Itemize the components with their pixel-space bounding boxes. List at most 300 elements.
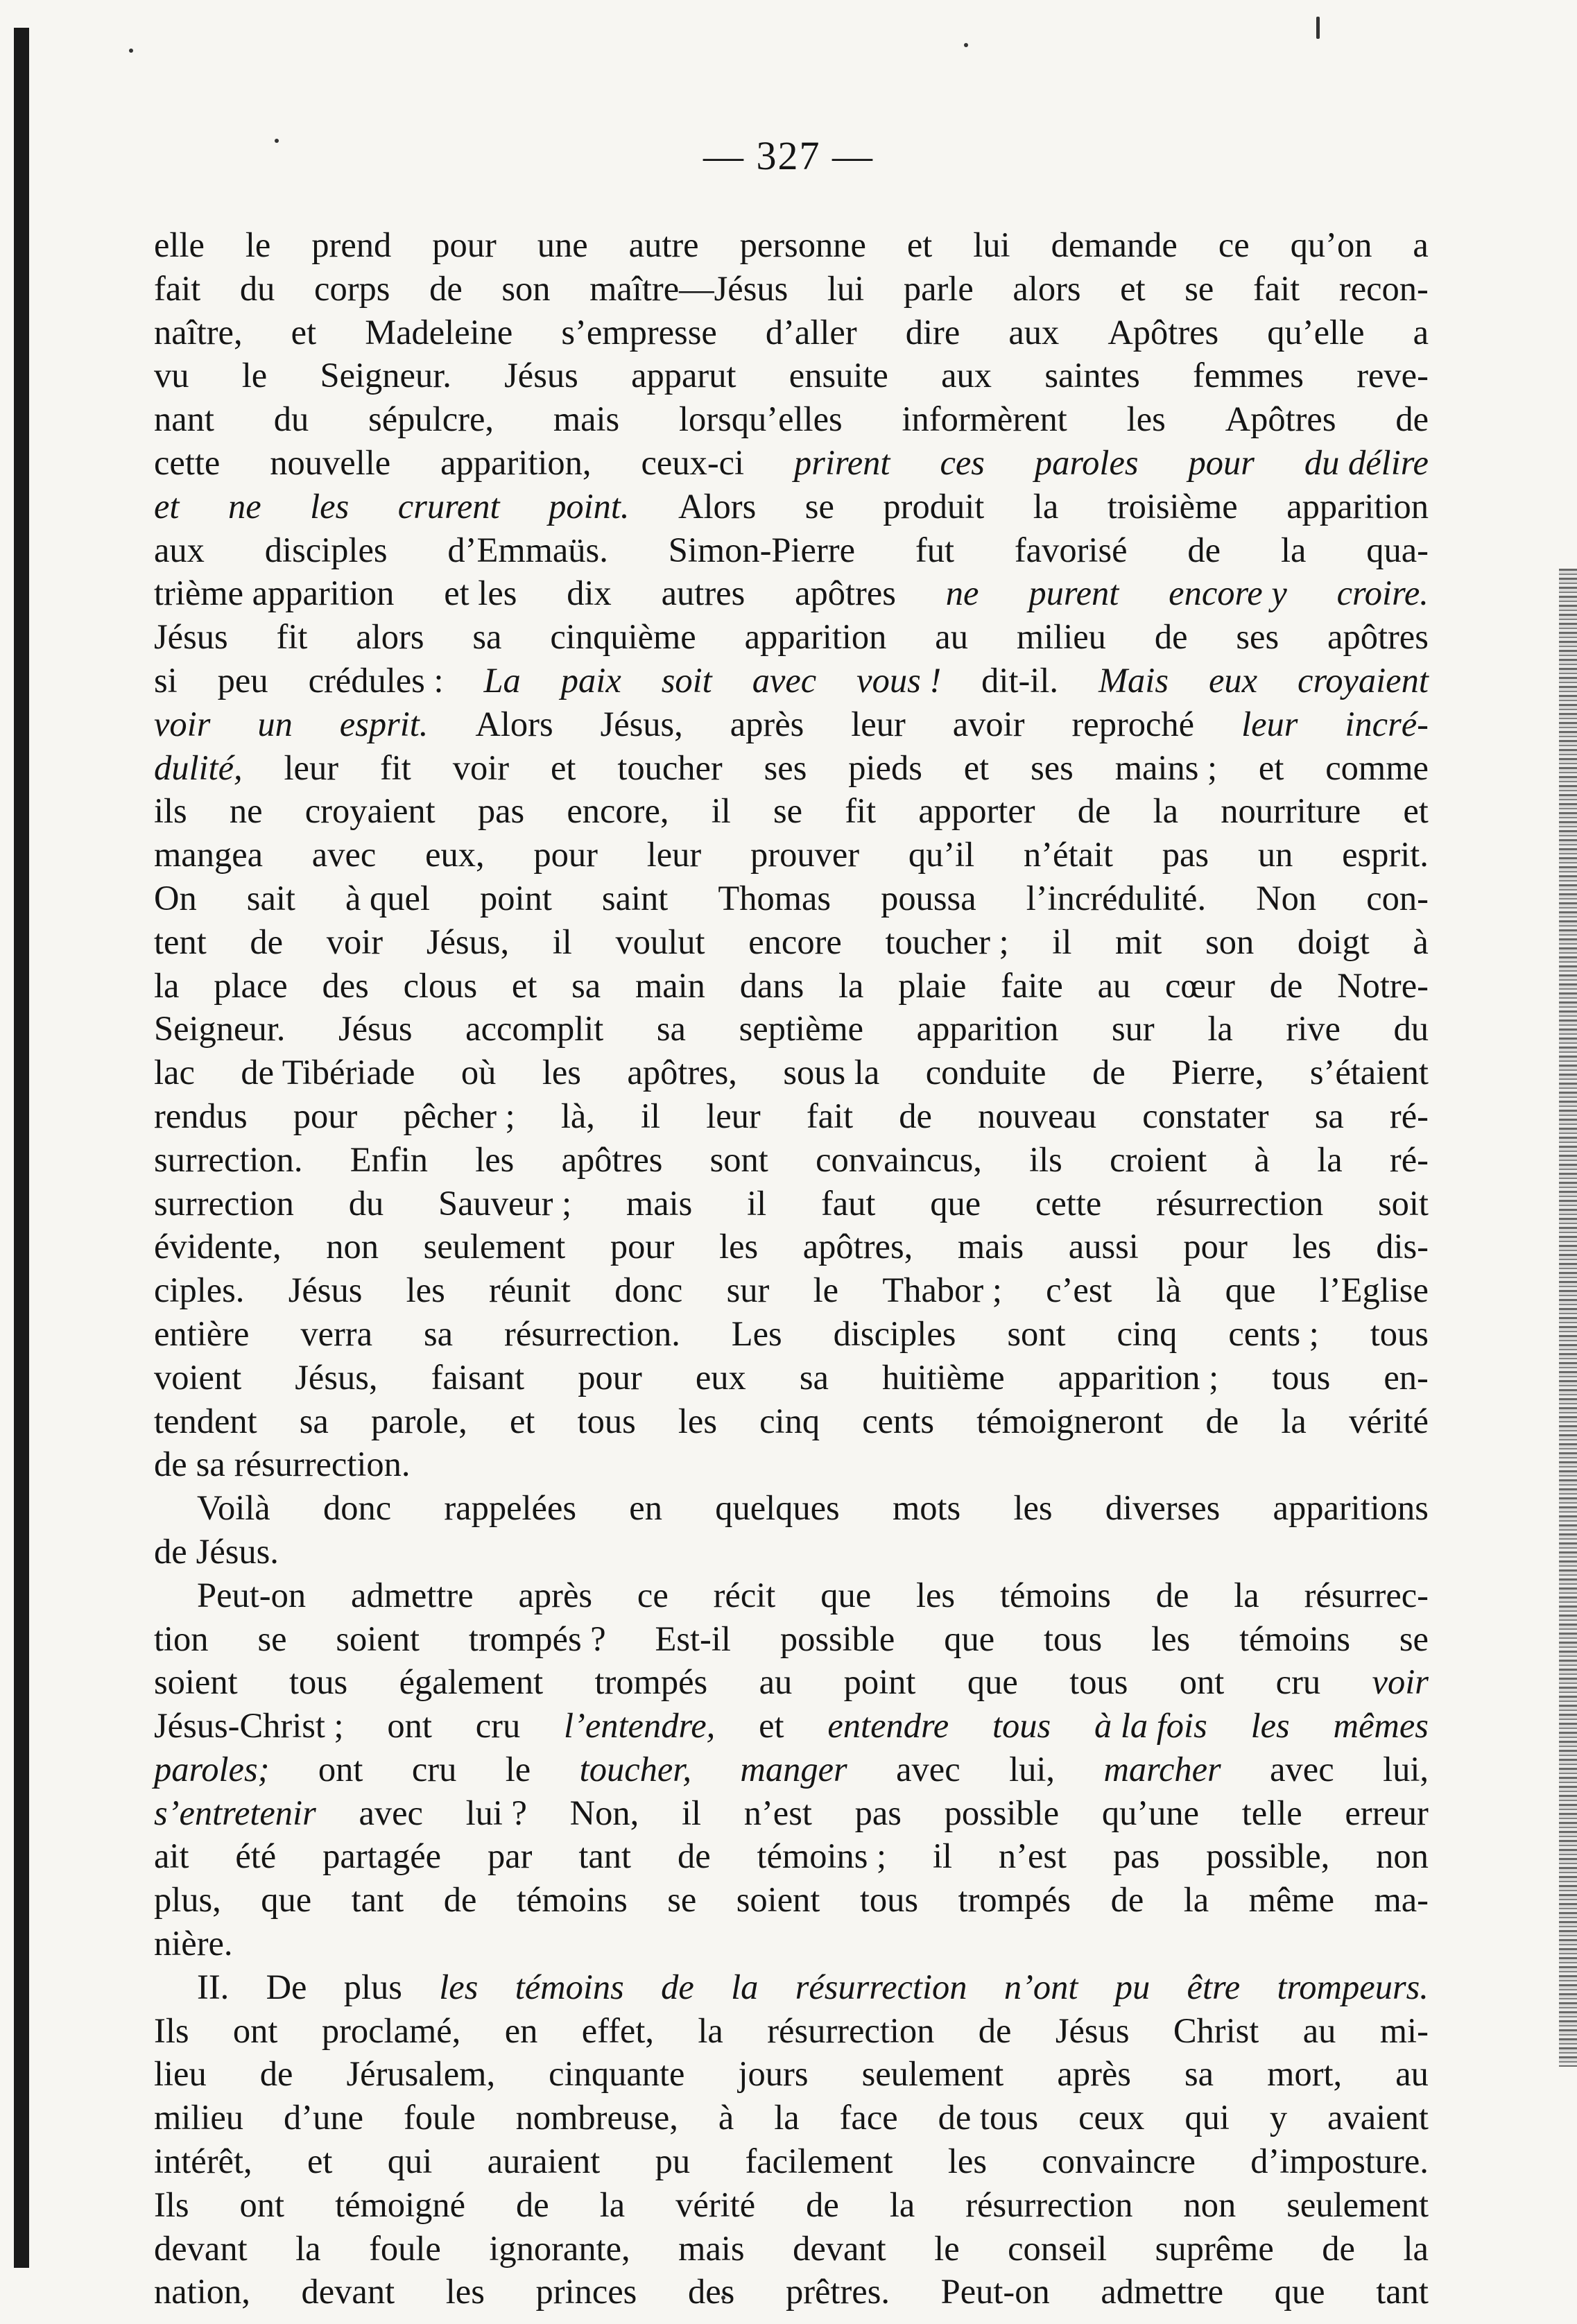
word: constater — [1142, 1096, 1269, 1135]
word: et — [291, 312, 317, 352]
word: crurent — [397, 486, 500, 526]
text-line — [154, 1834, 1429, 1878]
word: les — [915, 1575, 956, 1615]
word: au — [1395, 2054, 1429, 2094]
text-line — [154, 1965, 1429, 2009]
word: résurrection — [767, 2011, 935, 2050]
word: sa — [1314, 1096, 1344, 1135]
word: de — [429, 268, 463, 308]
word: cette — [154, 442, 221, 482]
word: prirent — [794, 442, 890, 482]
word: en — [504, 2011, 538, 2050]
word: même — [1248, 1880, 1334, 1920]
word: prêtres. — [785, 2272, 890, 2312]
word: en — [629, 1488, 662, 1528]
word: pour — [432, 225, 497, 264]
word: apparitions — [1273, 1488, 1429, 1528]
word: favorisé — [1014, 530, 1128, 569]
word: Alors — [475, 704, 553, 743]
word: saintes — [1044, 356, 1140, 395]
word: parole, — [371, 1401, 467, 1440]
word: avec — [752, 660, 817, 700]
word: apparition — [744, 617, 887, 657]
word: alors — [356, 617, 424, 657]
word: prend — [311, 225, 392, 264]
word: pour — [1183, 1227, 1248, 1266]
word: mangea — [154, 835, 264, 875]
word: la — [154, 965, 180, 1005]
word: le — [813, 1271, 839, 1310]
text-line — [154, 2140, 1429, 2183]
word: apporter — [918, 791, 1035, 831]
word: l’incrédulité. — [1026, 878, 1207, 918]
word: témoins — [1239, 1619, 1350, 1658]
word: tous — [1044, 1619, 1103, 1658]
word: sur — [726, 1271, 770, 1310]
word: toucher ; — [885, 922, 1009, 961]
word: devant — [301, 2272, 395, 2312]
word: fut — [915, 530, 954, 569]
body-text — [154, 223, 1429, 2314]
word: de Tibériade — [241, 1053, 415, 1092]
word: se — [1184, 268, 1214, 308]
word: soit — [1377, 1183, 1429, 1223]
word: II. — [197, 1967, 230, 2006]
word: Jésus, — [295, 1357, 378, 1397]
text-line — [154, 964, 1429, 1008]
word: cru — [475, 1706, 521, 1746]
word: la — [1234, 1575, 1259, 1615]
word: pas — [1162, 835, 1209, 875]
word: de — [661, 1967, 694, 2006]
word: plus, — [154, 1880, 221, 1920]
word: de — [154, 1531, 187, 1571]
word: trième apparition — [154, 574, 395, 613]
word: là — [1155, 1271, 1182, 1310]
text-line — [154, 877, 1429, 920]
word: rendus — [154, 1096, 248, 1135]
word: tous — [859, 1880, 919, 1920]
word: et — [1120, 268, 1146, 308]
word: avec — [311, 835, 377, 875]
word: rappelées — [444, 1488, 577, 1528]
word: que — [930, 1183, 981, 1223]
word: pour — [533, 835, 598, 875]
word: sont — [709, 1139, 768, 1179]
word: vérité — [675, 2185, 756, 2224]
word: Sauveur ; — [438, 1183, 572, 1223]
word: avaient — [1327, 2098, 1429, 2137]
word: la — [1183, 1880, 1209, 1920]
word: et — [963, 748, 990, 787]
word: surrection. — [154, 1139, 303, 1179]
word: au — [935, 617, 968, 657]
word: sa — [799, 1357, 829, 1397]
word: fait — [154, 268, 201, 308]
word: non — [326, 1227, 379, 1266]
word: ont — [1179, 1662, 1225, 1702]
word: La — [483, 660, 521, 700]
word: lorsqu’elles — [679, 399, 843, 439]
word: prouver — [750, 835, 860, 875]
word: parle — [903, 268, 974, 308]
word: voir — [326, 922, 384, 961]
word: le — [245, 225, 271, 264]
word: apôtres — [1327, 617, 1429, 657]
word: Notre- — [1337, 965, 1429, 1005]
word: devant — [154, 2228, 248, 2268]
word: du — [1393, 1009, 1429, 1049]
word: qui — [1184, 2098, 1230, 2137]
word: les — [439, 1967, 479, 2006]
word: de — [443, 1880, 477, 1920]
word: d’Emmaüs. — [447, 530, 608, 569]
word: les — [1151, 1619, 1191, 1658]
word: des — [687, 2272, 735, 2312]
word: que — [1274, 2272, 1325, 2312]
word: ne — [229, 791, 263, 831]
word: qu’elle — [1267, 312, 1365, 352]
word: telle — [1241, 1793, 1302, 1832]
word: à — [718, 2098, 734, 2137]
word: Jérusalem, — [346, 2054, 496, 2094]
word: se — [667, 1880, 697, 1920]
word: voir — [452, 748, 510, 787]
word: les — [1013, 1488, 1053, 1528]
word: seulement — [423, 1227, 566, 1266]
word: ses — [764, 748, 807, 787]
word: résurrection. — [234, 1445, 411, 1484]
word: de — [250, 922, 284, 961]
word: paroles — [1034, 442, 1139, 482]
word: On — [154, 878, 197, 918]
word: disciples — [264, 530, 388, 569]
word: De — [266, 1967, 307, 2006]
word: témoins ; — [757, 1836, 887, 1876]
word: nation, — [154, 2272, 250, 2312]
word: ont — [232, 2011, 278, 2050]
word: pieds — [848, 748, 922, 787]
word: a — [1413, 225, 1429, 264]
word: ne — [227, 486, 261, 526]
word: Mais — [1098, 660, 1169, 700]
word: Seigneur. — [320, 356, 451, 395]
text-line — [154, 1400, 1429, 1443]
word: alors — [1012, 268, 1081, 308]
word: la — [1153, 791, 1179, 831]
word: entière — [154, 1314, 250, 1353]
word: il — [1052, 922, 1072, 961]
word: les — [475, 1139, 515, 1179]
word: sa — [472, 617, 502, 657]
word: main — [635, 965, 705, 1005]
word: conseil — [1008, 2228, 1108, 2268]
word: pour — [578, 1357, 642, 1397]
word: Simon-Pierre — [668, 530, 855, 569]
word: maître—Jésus — [589, 268, 788, 308]
word: pas — [854, 1793, 902, 1832]
word: ils — [154, 791, 187, 831]
word: de — [259, 2054, 293, 2094]
word: Alors — [678, 486, 757, 526]
word: la — [1281, 1401, 1307, 1440]
word: disciples — [833, 1314, 956, 1353]
word: produit — [883, 486, 985, 526]
word: leur — [646, 835, 702, 875]
word: se — [257, 1619, 287, 1658]
word: c’est — [1046, 1271, 1112, 1310]
word: son — [1205, 922, 1255, 961]
word: marcher — [1103, 1749, 1221, 1789]
word: convaincre — [1042, 2142, 1196, 2181]
word: à — [1413, 922, 1429, 961]
word: purent — [1028, 574, 1119, 613]
word: Jésus. — [196, 1531, 279, 1571]
word: soit — [661, 660, 712, 700]
word: vu — [154, 356, 189, 395]
word: du délire — [1304, 442, 1429, 482]
text-line — [154, 1617, 1429, 1661]
word: ses — [1236, 617, 1279, 657]
word: Jésus — [288, 1271, 363, 1310]
word: Seigneur. — [154, 1009, 286, 1049]
word: qua- — [1366, 530, 1429, 569]
word: avoir — [952, 704, 1025, 743]
text-line — [154, 2009, 1429, 2053]
word: clous — [403, 965, 478, 1005]
word: sa — [1184, 2054, 1214, 2094]
text-line — [154, 659, 1429, 703]
word: jours — [738, 2054, 809, 2094]
text-line — [154, 833, 1429, 877]
word: dix — [567, 574, 612, 613]
word: personne — [739, 225, 866, 264]
word: de — [899, 1096, 932, 1135]
word: tant — [1376, 2272, 1429, 2312]
word: il — [747, 1183, 767, 1223]
word: réunit — [489, 1271, 571, 1310]
word: sur — [1112, 1009, 1155, 1049]
word: les — [406, 1271, 445, 1310]
word: proclamé, — [321, 2011, 461, 2050]
text-line — [154, 1574, 1429, 1617]
word: Jésus — [504, 356, 578, 395]
word: nouvelle — [270, 442, 391, 482]
word: toucher — [617, 748, 723, 787]
word: d’imposture. — [1250, 2142, 1429, 2181]
word: de — [1110, 1880, 1144, 1920]
word: mit — [1115, 922, 1162, 961]
word: son — [501, 268, 551, 308]
word: mêmes — [1333, 1706, 1429, 1746]
word: foule — [403, 2098, 476, 2137]
word: soient — [154, 1662, 238, 1702]
word: apôtres, — [802, 1227, 913, 1266]
text-line — [154, 2270, 1429, 2314]
word: apôtres, — [627, 1053, 737, 1092]
word: évidente, — [154, 1227, 282, 1266]
word: ce — [1218, 225, 1250, 264]
word: fait — [1252, 268, 1300, 308]
word: lui — [827, 268, 865, 308]
word: seulement — [1286, 2185, 1429, 2224]
word: Voilà — [197, 1488, 270, 1528]
word: Christ — [1173, 2011, 1259, 2050]
word: voir — [154, 704, 211, 743]
text-line — [154, 1051, 1429, 1094]
word: diverses — [1105, 1488, 1221, 1528]
word: après — [1057, 2054, 1131, 2094]
word: comme — [1325, 748, 1429, 787]
word: les — [947, 2142, 988, 2181]
word: de — [1155, 1575, 1189, 1615]
word: pu — [1114, 1967, 1151, 2006]
word: n’ont — [1003, 1967, 1078, 2006]
word: un — [257, 704, 293, 743]
word: Non, — [569, 1793, 639, 1832]
text-line — [154, 1748, 1429, 1791]
word: la — [1280, 530, 1307, 569]
word: faut — [820, 1183, 876, 1223]
word: ré- — [1389, 1139, 1429, 1179]
word: devant — [793, 2228, 886, 2268]
word: qu’il — [908, 835, 975, 875]
word: apôtres — [561, 1139, 663, 1179]
word: Jésus — [154, 617, 228, 657]
word: lui, — [1383, 1749, 1429, 1789]
word: autre — [628, 225, 699, 264]
word: dans — [739, 965, 804, 1005]
word: pour — [610, 1227, 675, 1266]
word: et — [906, 225, 933, 264]
word: fit — [845, 791, 877, 831]
word: se — [1399, 1619, 1429, 1658]
word: ont — [387, 1706, 432, 1746]
word: cette — [1035, 1183, 1102, 1223]
text-line — [154, 1007, 1429, 1051]
word: que — [1225, 1271, 1276, 1310]
word: tous — [289, 1662, 348, 1702]
word: princes — [535, 2272, 637, 2312]
word: point — [843, 1662, 916, 1702]
word: eux, — [425, 835, 485, 875]
ink-speck — [964, 43, 968, 47]
word: l’Eglise — [1319, 1271, 1429, 1310]
word: nourriture — [1221, 791, 1361, 831]
word: voir — [1372, 1662, 1429, 1702]
word: apparition — [1286, 486, 1429, 526]
word: à quel — [345, 878, 430, 918]
word: demande — [1051, 225, 1178, 264]
word: nouveau — [978, 1096, 1097, 1135]
page-number: — 327 — — [703, 133, 874, 178]
word: de — [1322, 2228, 1355, 2268]
word: partagée — [322, 1836, 442, 1876]
word: y — [1269, 2098, 1288, 2137]
word: été — [235, 1836, 277, 1876]
text-line — [154, 1704, 1429, 1748]
word: aux — [941, 356, 992, 395]
word: apparition — [916, 1009, 1059, 1049]
word: pour — [293, 1096, 358, 1135]
word: Les — [731, 1314, 782, 1353]
word: Jésus, — [600, 704, 683, 743]
word: et — [1403, 791, 1429, 831]
word: fait — [806, 1096, 854, 1135]
word: aux — [1008, 312, 1060, 352]
text-line — [154, 1225, 1429, 1268]
word: dulité, — [154, 748, 243, 787]
word: mi- — [1379, 2011, 1429, 2050]
word: possible — [944, 1793, 1060, 1832]
word: et — [307, 2142, 333, 2181]
word: convaincus, — [816, 1139, 982, 1179]
text-line — [154, 1660, 1429, 1704]
word: Madeleine — [365, 312, 513, 352]
word: troisième — [1107, 486, 1238, 526]
word: résurrection. — [504, 1314, 680, 1353]
word: il — [552, 922, 572, 961]
word: de — [1395, 399, 1429, 439]
word: pas — [1112, 1836, 1160, 1876]
word: témoigneront — [976, 1401, 1164, 1440]
word: facilement — [745, 2142, 893, 2181]
word: après — [518, 1575, 593, 1615]
word: avec — [896, 1749, 960, 1789]
word: encore — [748, 922, 842, 961]
word: donc — [322, 1488, 392, 1528]
word: n’était — [1023, 835, 1113, 875]
word: ils — [1029, 1139, 1062, 1179]
word: ce — [637, 1575, 669, 1615]
word: se — [773, 791, 803, 831]
word: face — [839, 2098, 898, 2137]
word: au — [759, 1662, 793, 1702]
word: tant — [578, 1836, 632, 1876]
word: et — [509, 1401, 535, 1440]
word: de — [677, 1836, 711, 1876]
word: ignorante, — [489, 2228, 630, 2268]
word: sous la — [783, 1053, 880, 1092]
word: lui — [973, 225, 1010, 264]
word: croyaient — [1298, 660, 1429, 700]
word: mort, — [1267, 2054, 1343, 2094]
word: ceux-ci — [641, 442, 745, 482]
word: mots — [892, 1488, 961, 1528]
text-line — [154, 789, 1429, 833]
word: de — [1154, 617, 1188, 657]
word: con- — [1366, 878, 1429, 918]
word: milieu — [154, 2098, 244, 2137]
text-line — [154, 1791, 1429, 1835]
word: point. — [549, 486, 630, 526]
word: ensuite — [788, 356, 888, 395]
word: point — [480, 878, 552, 918]
word: femmes — [1193, 356, 1304, 395]
word: s’entretenir — [154, 1793, 316, 1832]
word: non — [1183, 2185, 1236, 2224]
word: suprême — [1155, 2228, 1274, 2268]
word: vérité — [1348, 1401, 1429, 1440]
word: sa — [424, 1314, 454, 1353]
word: le — [241, 356, 268, 395]
word: n’est — [998, 1836, 1067, 1876]
word: la — [731, 1967, 759, 2006]
word: trompés — [958, 1880, 1071, 1920]
word: les — [542, 1053, 581, 1092]
word: avec — [359, 1793, 423, 1832]
text-line — [154, 2096, 1429, 2140]
